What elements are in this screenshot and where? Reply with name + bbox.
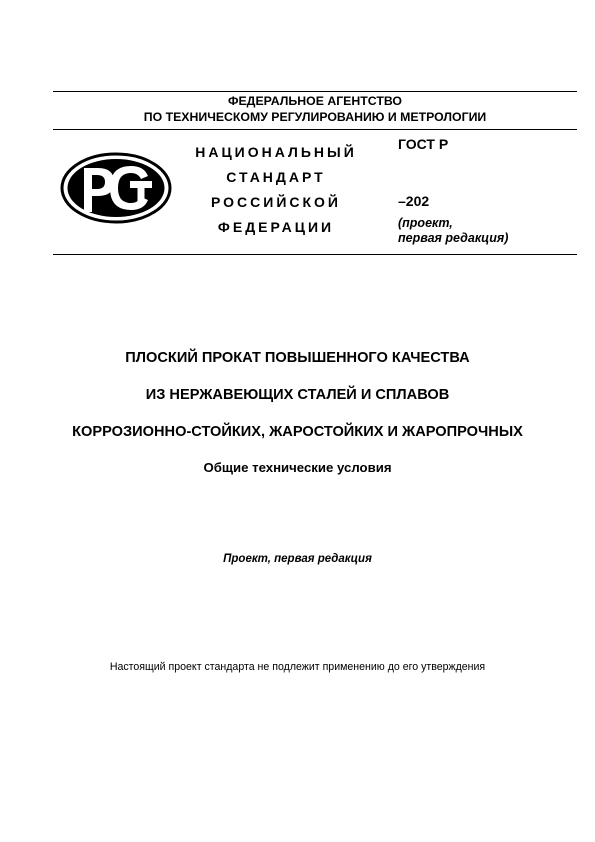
gost-designation: ГОСТ Р — [398, 136, 449, 152]
document-title — [40, 340, 555, 451]
gost-r-emblem-logo — [60, 152, 172, 224]
draft-status-line-1: (проект, — [398, 216, 453, 230]
national-standard-line-1: НАЦИОНАЛЬНЫЙ — [195, 144, 357, 160]
title-line-3: КОРРОЗИОННО-СТОЙКИХ, ЖАРОСТОЙКИХ И ЖАРОПРОЧНЫХ — [72, 424, 523, 440]
national-standard-line-3: РОССИЙСКОЙ — [211, 194, 341, 210]
national-standard-block — [173, 140, 379, 240]
agency-name — [53, 94, 577, 125]
national-standard-line-2: СТАНДАРТ — [226, 169, 326, 185]
edition-note: Проект, первая редакция — [223, 553, 372, 565]
title-line-1: ПЛОСКИЙ ПРОКАТ ПОВЫШЕННОГО КАЧЕСТВА — [125, 350, 470, 366]
draft-status-line-2: первая редакция) — [398, 231, 509, 245]
standard-number: –202 — [398, 193, 430, 209]
header-top-rule — [53, 91, 577, 92]
agency-line-1: ФЕДЕРАЛЬНОЕ АГЕНТСТВО — [227, 94, 402, 108]
agency-line-2: ПО ТЕХНИЧЕСКОМУ РЕГУЛИРОВАНИЮ И МЕТРОЛОГИИ — [143, 109, 487, 124]
national-standard-line-4: ФЕДЕРАЦИИ — [217, 219, 335, 235]
title-line-2: ИЗ НЕРЖАВЕЮЩИХ СТАЛЕЙ И СПЛАВОВ — [145, 387, 450, 403]
draft-status — [398, 216, 508, 246]
header-bottom-rule — [53, 254, 577, 255]
header-middle-rule — [53, 129, 577, 130]
document-subtitle: Общие технические условия — [203, 460, 392, 475]
approval-notice: Настоящий проект стандарта не подлежит применению до его утверждения — [109, 661, 486, 673]
